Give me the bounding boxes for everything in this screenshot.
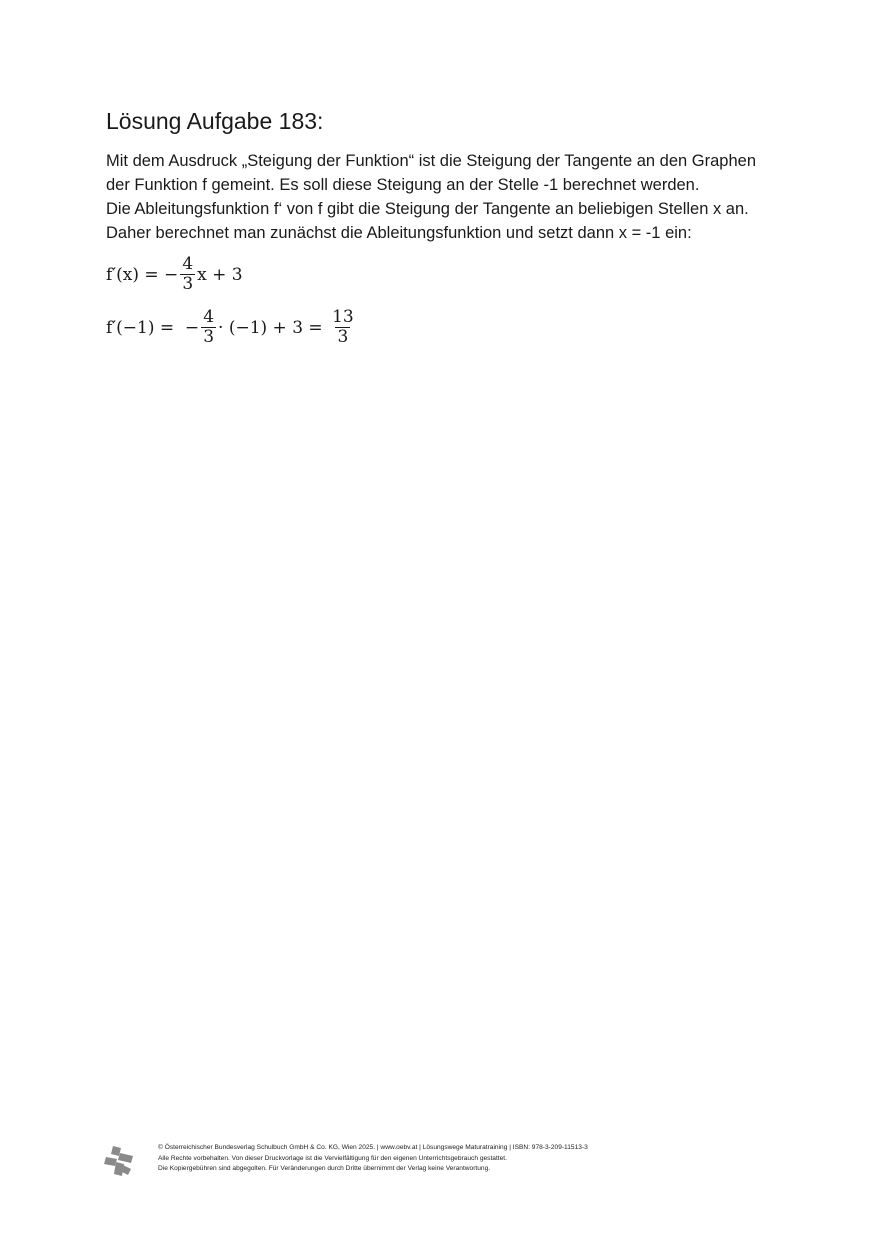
- equation-lhs: f′(−1) = −: [106, 317, 200, 338]
- page-title: Lösung Aufgabe 183:: [106, 108, 324, 134]
- equation-lhs: f′(x) = −: [106, 264, 179, 285]
- rights-line: Alle Rechte vorbehalten. Von dieser Druckvorlage ist die Vervielfältigung für den eigenen Unterrichtsgebrauch gestattet.: [158, 1154, 507, 1162]
- copyright-line: © Österreichischer Bundesverlag Schulbuch GmbH & Co. KG, Wien 2025. | www.oebv.at | Lösungswege Maturatraining | ISBN: 978-3-209-11513-3: [158, 1144, 588, 1151]
- paragraph-line: Die Ableitungsfunktion f‘ von f gibt die Steigung der Tangente an beliebigen Stellen x an.: [106, 200, 749, 218]
- paragraph-line: der Funktion f gemeint. Es soll diese Steigung an der Stelle -1 berechnet werden.: [106, 176, 700, 194]
- result-fraction: [330, 308, 356, 347]
- footer-text: [158, 1143, 588, 1175]
- fraction: [180, 255, 195, 294]
- fraction-numerator: 4: [203, 307, 215, 327]
- page-footer: [104, 1143, 588, 1178]
- equation-rhs: x + 3: [197, 264, 243, 285]
- solution-paragraph: [106, 149, 806, 245]
- evaluation-equation: [106, 308, 358, 347]
- fraction-denominator: 3: [182, 274, 194, 294]
- fraction-numerator: 13: [332, 307, 354, 327]
- paragraph-line: Daher berechnet man zunächst die Ableitungsfunktion und setzt dann x = -1 ein:: [106, 224, 692, 242]
- derivative-equation: [106, 255, 243, 294]
- fraction: [201, 308, 216, 347]
- disclaimer-line: Die Kopiergebühren sind abgegolten. Für Veränderungen durch Dritte übernimmt der Verlag keine Verantwortung.: [158, 1165, 491, 1172]
- equation-middle: · (−1) + 3 =: [218, 317, 329, 338]
- fraction-denominator: 3: [337, 327, 349, 347]
- fraction-numerator: 4: [182, 254, 194, 274]
- paragraph-line: Mit dem Ausdruck „Steigung der Funktion“ ist die Steigung der Tangente an den Graphen: [106, 152, 757, 170]
- oebv-logo-icon: [104, 1144, 136, 1178]
- fraction-denominator: 3: [203, 327, 215, 347]
